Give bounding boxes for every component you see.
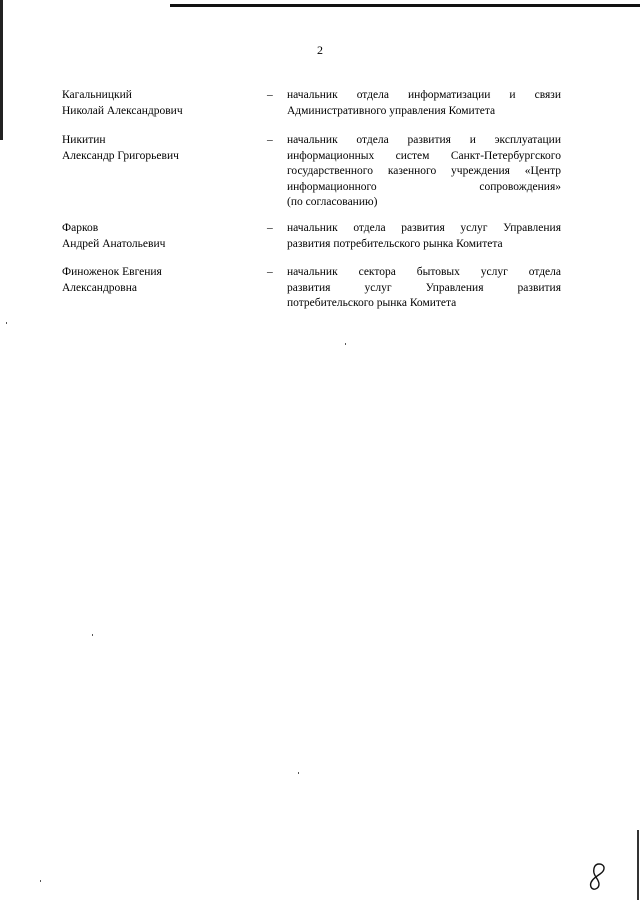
member-surname: Финоженок Евгения: [62, 266, 162, 278]
position-line: государственного казенного учреждения «Центр: [287, 165, 561, 177]
member-name: [62, 133, 252, 164]
scan-speck: [92, 634, 93, 636]
position-line: начальник сектора бытовых услуг отдела: [287, 266, 561, 278]
member-surname: Фарков: [62, 222, 99, 234]
separator-dash: –: [267, 134, 273, 146]
member-given-names: Николай Александрович: [62, 104, 183, 117]
member-position: [287, 133, 561, 211]
separator-dash: –: [267, 266, 273, 278]
separator-dash: –: [267, 222, 273, 234]
scan-edge-left: [0, 0, 3, 140]
position-line: информационного сопровождения»: [287, 180, 561, 193]
position-line: Административного управления Комитета: [287, 104, 496, 117]
scan-edge-right: [637, 830, 639, 900]
separator-dash: –: [267, 89, 273, 101]
member-given-names: Александровна: [62, 281, 137, 294]
position-line: развития услуг Управления развития: [287, 281, 561, 294]
position-line: потребительского рынка Комитета: [287, 297, 457, 309]
scan-speck: [6, 322, 7, 324]
scan-speck: [40, 880, 41, 882]
member-name: [62, 265, 252, 296]
position-line: развития потребительского рынка Комитета: [287, 237, 503, 250]
page-number: 2: [317, 43, 323, 57]
position-line: (по согласованию): [287, 196, 378, 208]
member-position: [287, 221, 561, 252]
position-line: начальник отдела информатизации и связи: [287, 89, 561, 101]
position-line: начальник отдела развития услуг Управления: [287, 222, 561, 234]
member-surname: Кагальницкий: [62, 89, 132, 101]
member-surname: Никитин: [62, 134, 106, 146]
member-given-names: Андрей Анатольевич: [62, 237, 166, 250]
member-given-names: Александр Григорьевич: [62, 149, 179, 162]
member-position: [287, 265, 561, 312]
scan-speck: [345, 343, 346, 345]
position-line: начальник отдела развития и эксплуатации: [287, 134, 561, 146]
scan-speck: [298, 772, 299, 774]
member-name: [62, 221, 252, 252]
handwritten-page-annotation: [585, 862, 609, 892]
member-name: [62, 88, 252, 119]
scan-edge-top: [170, 4, 640, 7]
position-line: информационных систем Санкт-Петербургского: [287, 149, 561, 162]
member-position: [287, 88, 561, 119]
